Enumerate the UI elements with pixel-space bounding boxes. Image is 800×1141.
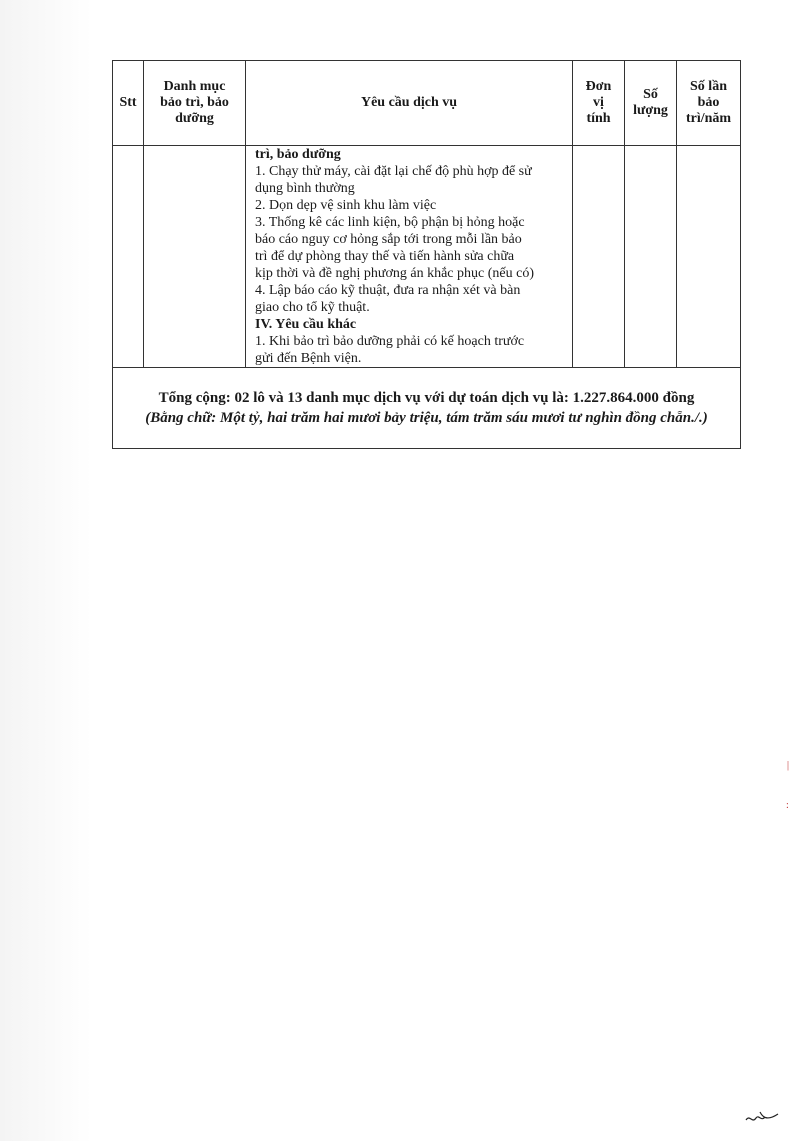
cell-unit [573, 146, 625, 368]
header-times-per-year: Số lần bảo trì/năm [677, 61, 741, 146]
cell-stt [113, 146, 144, 368]
requirement-line: báo cáo nguy cơ hỏng sắp tới trong mỗi lần bảo [255, 232, 522, 247]
requirement-line: gửi đến Bệnh viện. [255, 351, 362, 366]
header-quantity: Số lượng [625, 61, 677, 146]
total-cell [113, 368, 741, 449]
table-row [113, 146, 741, 368]
header-unit: Đơn vị tính [573, 61, 625, 146]
cell-times [677, 146, 741, 368]
requirements-list [255, 146, 566, 367]
service-table [112, 60, 741, 449]
cell-category [144, 146, 246, 368]
requirement-line: trì, bảo dưỡng [255, 147, 341, 162]
requirement-line: 1. Chạy thử máy, cài đặt lại chế độ phù hợp để sử [255, 164, 532, 179]
header-row [113, 61, 741, 146]
requirement-line: 4. Lập báo cáo kỹ thuật, đưa ra nhận xét và bàn [255, 283, 521, 298]
initials-signature [742, 1108, 782, 1128]
requirement-line: 2. Dọn dẹp vệ sinh khu làm việc [255, 198, 437, 213]
requirement-line: 3. Thống kê các linh kiện, bộ phận bị hỏng hoặc [255, 215, 525, 230]
header-category: Danh mục bảo trì, bảo dưỡng [144, 61, 246, 146]
cell-requirements [246, 146, 573, 368]
requirement-line: IV. Yêu cầu khác [255, 317, 357, 332]
requirement-line: giao cho tổ kỹ thuật. [255, 300, 370, 315]
header-stt: Stt [113, 61, 144, 146]
total-text: Tổng cộng: 02 lô và 13 danh mục dịch vụ với dự toán dịch vụ là: 1.227.864.000 đồng [158, 390, 695, 406]
requirement-line: 1. Khi bảo trì bảo dưỡng phải có kế hoạch trước [255, 334, 525, 349]
scan-shadow [0, 0, 92, 1141]
requirement-line: kịp thời và đề nghị phương án khắc phục (nếu có) [255, 266, 534, 281]
requirement-line: dụng bình thường [255, 181, 355, 196]
scan-mark: | [787, 760, 790, 771]
total-row [113, 368, 741, 449]
requirement-line: trì để dự phòng thay thế và tiến hành sửa chữa [255, 249, 515, 264]
total-in-words: (Bằng chữ: Một tỷ, hai trăm hai mươi bảy triệu, tám trăm sáu mươi tư nghìn đồng chẵn./.) [145, 410, 708, 426]
scan-mark: : [786, 800, 789, 811]
header-requirements: Yêu cầu dịch vụ [246, 61, 573, 146]
cell-quantity [625, 146, 677, 368]
